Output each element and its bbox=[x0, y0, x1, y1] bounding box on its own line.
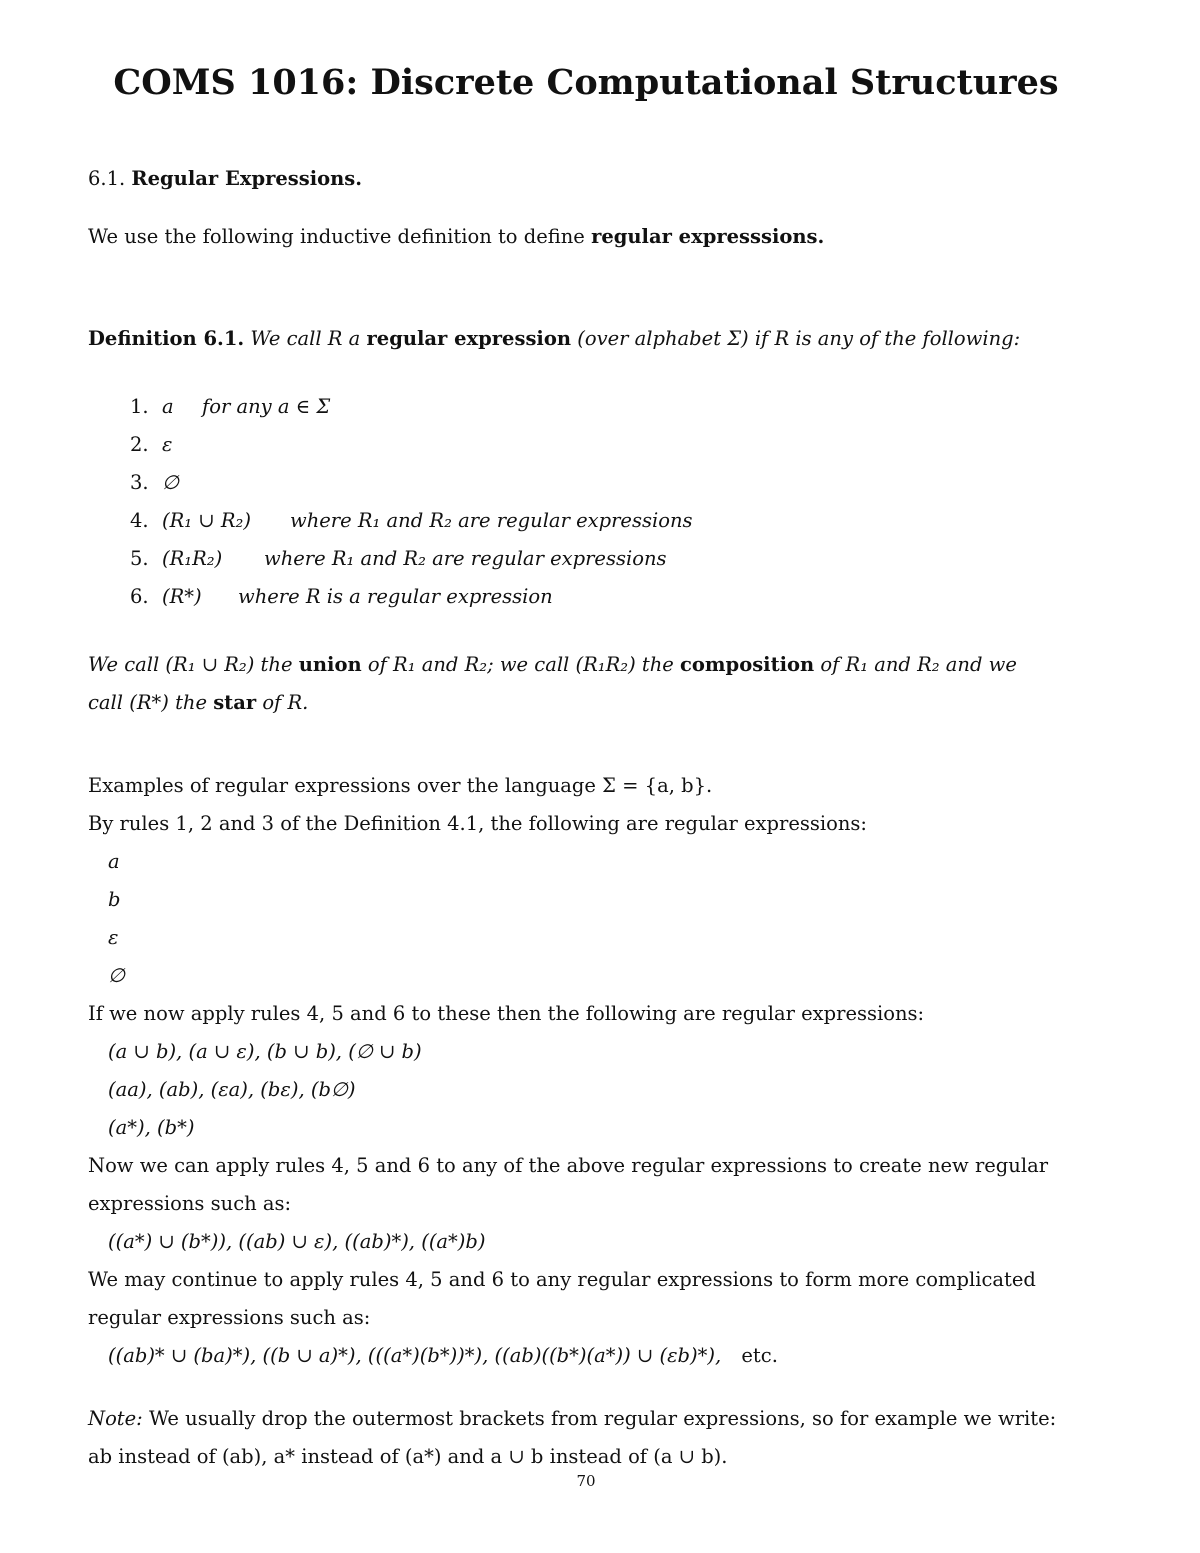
etc-text: etc. bbox=[741, 1344, 778, 1367]
example-row: (a ∪ b), (a ∪ ε), (b ∪ b), (∅ ∪ b) bbox=[108, 1040, 422, 1063]
naming-text: of R₁ and R₂ and we bbox=[820, 653, 1017, 676]
now-text-line-2: expressions such as: bbox=[88, 1192, 292, 1215]
may-text-line-2: regular expressions such as: bbox=[88, 1306, 371, 1329]
naming-text: of R₁ and R₂; we call (R₁R₂) the bbox=[367, 653, 674, 676]
item-expression: (R*) bbox=[162, 585, 202, 608]
page-number: 70 bbox=[576, 1472, 596, 1490]
definition-list bbox=[130, 388, 693, 616]
list-item bbox=[130, 426, 693, 464]
item-number: 1. bbox=[130, 395, 149, 418]
item-expression: a bbox=[162, 395, 174, 418]
basic-example: b bbox=[108, 888, 121, 911]
naming-line-2 bbox=[88, 684, 1017, 722]
section-title: Regular Expressions. bbox=[131, 167, 363, 190]
definition-term: regular expression bbox=[366, 327, 572, 350]
naming-line-1 bbox=[88, 646, 1017, 684]
now-text-line-1: Now we can apply rules 4, 5 and 6 to any of the above regular expressions to create new regular bbox=[88, 1154, 1049, 1177]
item-description: for any a ∈ Σ bbox=[202, 395, 331, 418]
star-term: star bbox=[213, 691, 257, 714]
example-row-expressions: ((ab)* ∪ (ba)*), ((b ∪ a)*), (((a*)(b*))*), ((ab)((b*)(a*)) ∪ (εb)*), bbox=[108, 1344, 722, 1367]
page-title: COMS 1016: Discrete Computational Structures bbox=[113, 62, 1059, 103]
definition-statement bbox=[88, 320, 1020, 358]
section-heading bbox=[88, 160, 362, 198]
list-item bbox=[130, 464, 693, 502]
union-term: union bbox=[298, 653, 362, 676]
item-number: 6. bbox=[130, 585, 149, 608]
examples-heading: Examples of regular expressions over the language Σ = {a, b}. bbox=[88, 774, 713, 797]
item-expression: (R₁R₂) bbox=[162, 547, 223, 570]
example-row: (aa), (ab), (εa), (bε), (b∅) bbox=[108, 1078, 356, 1101]
basic-example: ∅ bbox=[108, 964, 125, 987]
naming-text: We call (R₁ ∪ R₂) the bbox=[88, 653, 293, 676]
apply-456-text: If we now apply rules 4, 5 and 6 to these then the following are regular expressions: bbox=[88, 1002, 925, 1025]
list-item bbox=[130, 502, 693, 540]
section-number: 6.1. bbox=[88, 167, 126, 190]
basic-example: a bbox=[108, 850, 120, 873]
note-line-2: ab instead of (ab), a* instead of (a*) and a ∪ b instead of (a ∪ b). bbox=[88, 1445, 728, 1468]
item-description: where R₁ and R₂ are regular expressions bbox=[290, 509, 693, 532]
item-description: where R is a regular expression bbox=[238, 585, 553, 608]
item-number: 4. bbox=[130, 509, 149, 532]
note-paragraph bbox=[88, 1400, 1056, 1476]
basic-example: ε bbox=[108, 926, 119, 949]
note-label: Note: bbox=[88, 1407, 143, 1430]
example-row: (a*), (b*) bbox=[108, 1116, 195, 1139]
list-item bbox=[130, 540, 693, 578]
item-expression: ε bbox=[162, 433, 173, 456]
list-item bbox=[130, 388, 693, 426]
item-description: where R₁ and R₂ are regular expressions bbox=[264, 547, 667, 570]
list-item bbox=[130, 578, 693, 616]
intro-term: regular expresssions. bbox=[591, 225, 825, 248]
intro-text: We use the following inductive definition to define bbox=[88, 225, 592, 248]
examples-section bbox=[88, 767, 1048, 1375]
example-row: ((a*) ∪ (b*)), ((ab) ∪ ε), ((ab)*), ((a*)b) bbox=[108, 1230, 486, 1253]
naming-text: call (R*) the bbox=[88, 691, 207, 714]
definition-tail: (over alphabet Σ) if R is any of the following: bbox=[577, 327, 1021, 350]
note-text: We usually drop the outermost brackets from regular expressions, so for example we write: bbox=[148, 1407, 1057, 1430]
item-number: 2. bbox=[130, 433, 149, 456]
intro-paragraph bbox=[88, 218, 824, 256]
naming-text: of R. bbox=[262, 691, 309, 714]
example-row bbox=[88, 1337, 1048, 1375]
definition-lead: We call R a bbox=[250, 327, 361, 350]
item-expression: ∅ bbox=[162, 471, 179, 494]
composition-term: composition bbox=[680, 653, 815, 676]
definition-label: Definition 6.1. bbox=[88, 327, 245, 350]
item-number: 5. bbox=[130, 547, 149, 570]
note-line-1 bbox=[88, 1400, 1056, 1438]
may-text-line-1: We may continue to apply rules 4, 5 and 6 to any regular expressions to form more complicated bbox=[88, 1268, 1036, 1291]
item-expression: (R₁ ∪ R₂) bbox=[162, 509, 251, 532]
rules-123-text: By rules 1, 2 and 3 of the Definition 4.1, the following are regular expressions: bbox=[88, 812, 867, 835]
item-number: 3. bbox=[130, 471, 149, 494]
naming-paragraph bbox=[88, 646, 1017, 722]
